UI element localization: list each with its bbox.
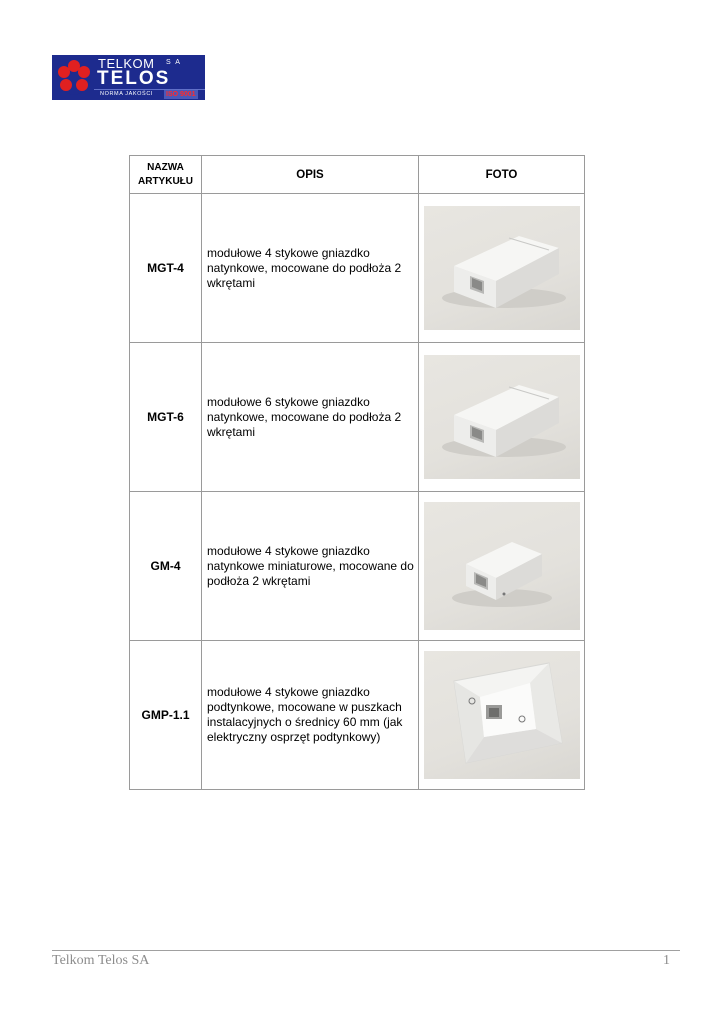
product-photo [424,651,580,779]
header-photo: FOTO [419,156,585,194]
table-row [130,492,585,641]
header-desc: OPIS [202,156,419,194]
product-photo [424,502,580,630]
logo-iso-text: ISO 9001 [166,91,196,98]
product-photo [424,206,580,330]
product-name: MGT-6 [130,343,202,492]
product-name: GM-4 [130,492,202,641]
table-row [130,641,585,790]
logo-telos-text: TELOS [97,68,171,89]
product-photo-cell [419,492,585,641]
product-photo-cell [419,194,585,343]
page-number: 1 [663,953,670,968]
product-table [129,155,585,790]
product-description: modułowe 4 stykowe gniazdko natynkowe, mocowane do podłoża 2 wkrętami [202,194,419,343]
table-header-row [130,156,585,194]
telkom-emblem-icon [54,57,94,98]
logo-sa-text: S A [166,59,182,66]
product-description: modułowe 4 stykowe gniazdko podtynkowe, mocowane w puszkach instalacyjnych o średnicy 60 mm (jak elektryczny osprzęt podtynkowy) [202,641,419,790]
product-description: modułowe 6 stykowe gniazdko natynkowe, mocowane do podłoża 2 wkrętami [202,343,419,492]
logo-telkom-text: TELKOM [98,56,155,71]
company-logo [52,55,205,100]
product-description: modułowe 4 stykowe gniazdko natynkowe miniaturowe, mocowane do podłoża 2 wkrętami [202,492,419,641]
product-name: GMP-1.1 [130,641,202,790]
logo-norma-text: NORMA JAKOŚCI [100,91,154,97]
product-photo-cell [419,641,585,790]
header-name: NAZWA ARTYKUŁU [130,156,202,194]
product-photo [424,355,580,479]
table-row [130,343,585,492]
footer-divider [52,950,680,951]
table-row [130,194,585,343]
product-name: MGT-4 [130,194,202,343]
footer-company: Telkom Telos SA [52,953,150,968]
product-photo-cell [419,343,585,492]
